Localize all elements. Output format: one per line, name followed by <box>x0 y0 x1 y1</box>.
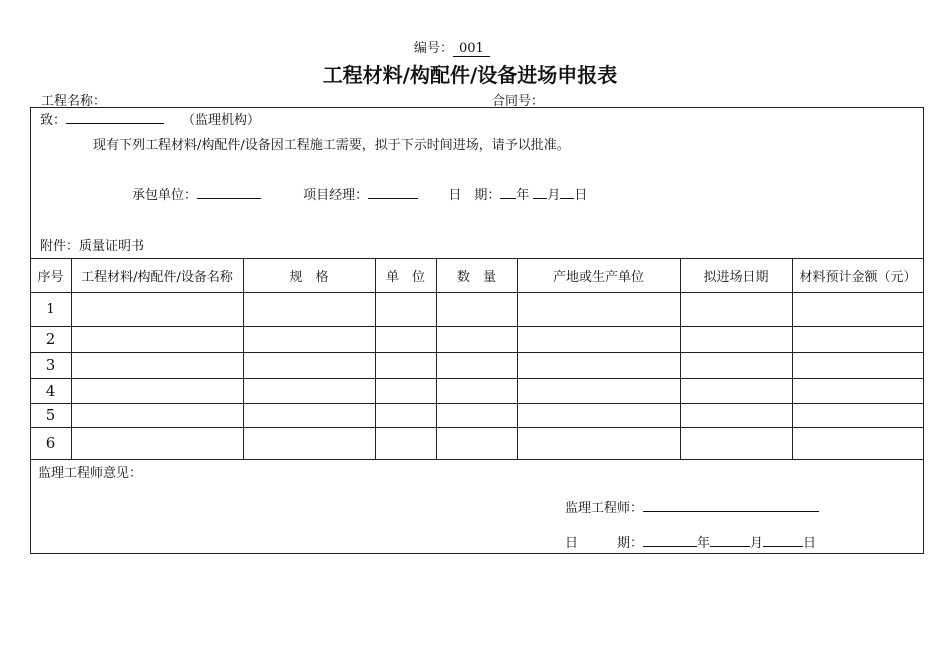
col-header-seq: 序号 <box>37 269 64 285</box>
addressee-blank[interactable] <box>66 109 164 124</box>
engineer-blank[interactable] <box>643 497 819 512</box>
opinion-year-label: 年 <box>697 536 711 551</box>
month-blank[interactable] <box>533 184 547 199</box>
row-border-3 <box>30 378 924 379</box>
notice-body: 现有下列工程材料/构配件/设备因工程施工需要，拟于下示时间进场，请予以批准。 <box>93 138 570 153</box>
table-row-4-seq: 4 <box>45 381 56 400</box>
col-header-unit: 单 位 <box>385 269 425 285</box>
project-name-label: 工程名称： <box>41 94 107 109</box>
contract-no-label: 合同号： <box>492 94 545 109</box>
col-header-qty: 数 量 <box>456 269 496 285</box>
to-label: 致： <box>40 113 67 128</box>
row-border-1 <box>30 326 924 327</box>
opinion-year-blank[interactable] <box>643 532 697 547</box>
table-row-3-seq: 3 <box>45 356 56 374</box>
engineer-signature <box>565 497 819 516</box>
header-row-border <box>30 292 924 293</box>
opinion-month-blank[interactable] <box>710 532 750 547</box>
contractor-blank[interactable] <box>197 184 261 199</box>
form-title: 工程材料/构配件/设备进场申报表 <box>322 63 618 87</box>
opinion-day-blank[interactable] <box>763 532 803 547</box>
opinion-date-label: 日 期： <box>565 536 644 551</box>
opinion-label: 监理工程师意见： <box>38 466 143 481</box>
supervisor-org: （监理机构） <box>182 113 261 128</box>
manager-blank[interactable] <box>368 184 418 199</box>
day-label: 日 <box>574 188 588 203</box>
date-label: 日 期： <box>448 188 501 203</box>
table-bottom-border <box>30 459 924 460</box>
row-border-5 <box>30 427 924 428</box>
col-header-origin: 产地或生产单位 <box>552 269 644 285</box>
serial-label: 编号： <box>414 41 454 56</box>
contractor-label: 承包单位： <box>132 188 198 203</box>
row-border-4 <box>30 403 924 404</box>
serial-number <box>414 37 490 56</box>
table-row-1-seq: 1 <box>46 301 55 317</box>
opinion-month-label: 月 <box>750 536 764 551</box>
signature-line <box>132 184 587 203</box>
form-frame <box>30 107 924 554</box>
attachment-note: 附件：质量证明书 <box>40 239 145 254</box>
addressee-line <box>40 109 260 128</box>
opinion-day-label: 日 <box>803 536 817 551</box>
col-header-name: 工程材料/构配件/设备名称 <box>81 269 233 285</box>
engineer-label: 监理工程师： <box>565 501 644 516</box>
col-header-spec: 规 格 <box>289 269 329 285</box>
month-label: 月 <box>547 188 561 203</box>
row-border-2 <box>30 352 924 353</box>
col-header-date: 拟进场日期 <box>703 269 769 285</box>
year-label: 年 <box>516 188 530 203</box>
col-header-amount: 材料预计金额（元） <box>799 269 917 285</box>
table-row-6-seq: 6 <box>45 434 56 452</box>
table-row-5-seq: 5 <box>45 406 56 424</box>
table-row-2-seq: 2 <box>45 330 56 348</box>
manager-label: 项目经理： <box>303 188 369 203</box>
year-blank[interactable] <box>500 184 516 199</box>
serial-value: 001 <box>453 41 490 57</box>
day-blank[interactable] <box>560 184 574 199</box>
opinion-date-line <box>565 532 816 551</box>
